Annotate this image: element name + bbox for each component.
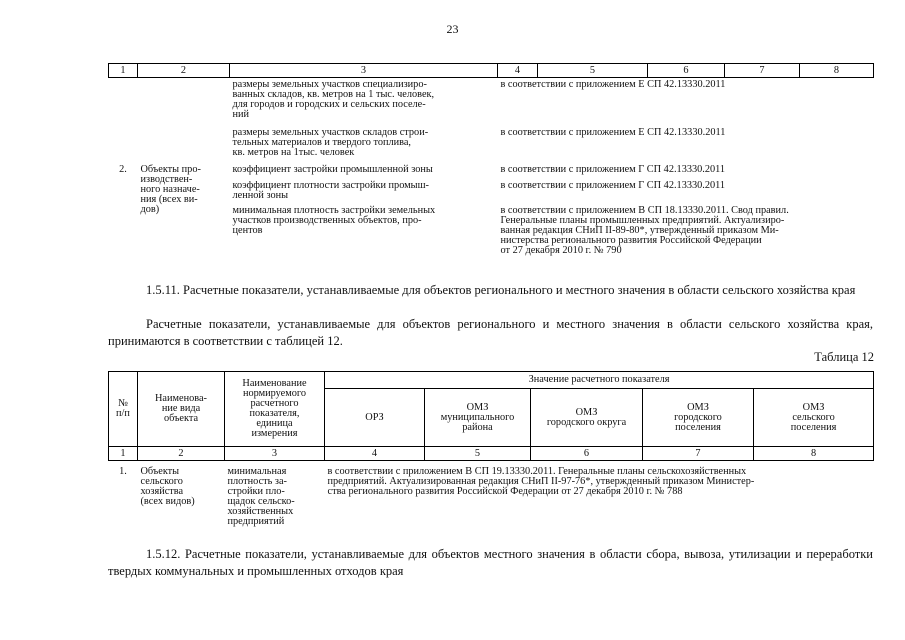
col-number: 2 — [138, 447, 225, 461]
section-1-5-12-heading: 1.5.12. Расчетные показатели, устанавливаемые для объектов местного значения в области сбора, вывоза, утилизации и переработки твердых коммунальных и промышленных отходов края — [108, 547, 873, 578]
header-omz-city-okrug: ОМЗ городского округа — [531, 389, 643, 447]
col-number: 4 — [498, 64, 538, 78]
table-row — [109, 128, 874, 164]
indicator-name: коэффициент застройки промышленной зоны — [232, 164, 433, 175]
col-number: 3 — [230, 64, 498, 78]
indicator-value: в соответствии с приложением В СП 18.13330.2011. Свод правил. Генеральные планы промышленных предприятий. Актуализиро- ванная редакция СНиП II-89-80*, утвержденный приказом Ми- нистерства регионального развития Российской Федерации от 27 декабря 2010 г. № 790 — [500, 205, 789, 256]
indicator-name: размеры земельных участков специализиро- ванных складов, кв. метров на 1 тыс. человек, для городов и городских и сельских поселе- ний — [232, 79, 435, 120]
col-number: 7 — [725, 64, 800, 78]
table-caption: Таблица 12 — [814, 350, 874, 364]
object-name — [138, 128, 230, 164]
row-number — [109, 78, 138, 129]
page-number: 23 — [446, 22, 459, 36]
col-number: 2 — [138, 64, 230, 78]
col-number: 1 — [109, 64, 138, 78]
col-number: 1 — [109, 447, 138, 461]
table-row — [109, 461, 874, 528]
row-number: 1. — [119, 466, 127, 477]
col-number: 3 — [225, 447, 325, 461]
table-row — [109, 78, 874, 129]
indicator-value: в соответствии с приложением Е СП 42.13330.2011 — [500, 79, 726, 90]
header-omz-city-settlement: ОМЗ городского поселения — [643, 389, 754, 447]
indicator-name: коэффициент плотности застройки промыш- ленной зоны — [232, 180, 429, 201]
indicator-value: в соответствии с приложением Г СП 42.13330.2011 — [500, 180, 726, 191]
indicator-name: размеры земельных участков складов строи- тельных материалов и твердого топлива, кв. метров на 1тыс. человек — [232, 127, 429, 158]
header-row — [109, 372, 874, 389]
header-value-group: Значение расчетного показателя — [325, 372, 874, 389]
row-number — [109, 128, 138, 164]
col-number: 5 — [425, 447, 531, 461]
section-1-5-11-text: Расчетные показатели, устанавливаемые для объектов регионального и местного значения в области сельского хозяйства края, принимаются в соответствии с таблицей 12. — [108, 317, 873, 348]
col-number: 7 — [643, 447, 754, 461]
column-number-row — [109, 447, 874, 461]
col-number: 5 — [538, 64, 648, 78]
col-number: 8 — [800, 64, 874, 78]
col-number: 8 — [754, 447, 874, 461]
header-indicator: Наименование нормируемого расчетного показателя, единица измерения — [225, 372, 325, 447]
indicator-value: в соответствии с приложением Е СП 42.13330.2011 — [500, 127, 726, 138]
indicator-name: минимальная плотность застройки земельных участков производственных объектов, про- центов — [232, 205, 436, 236]
col-number: 6 — [648, 64, 725, 78]
header-omz-rural-settlement: ОМЗ сельского поселения — [754, 389, 874, 447]
object-name — [138, 78, 230, 129]
header-omz-district: ОМЗ муниципального района — [425, 389, 531, 447]
row-number: 2. — [119, 164, 127, 175]
indicator-value: в соответствии с приложением Г СП 42.13330.2011 — [500, 164, 726, 175]
section-1-5-11-heading: 1.5.11. Расчетные показатели, устанавливаемые для объектов регионального и местного значения в области сельского хозяйства края — [146, 283, 856, 297]
object-name: Объекты сельского хозяйства (всех видов) — [140, 466, 195, 507]
header-orz: ОРЗ — [325, 389, 425, 447]
table-11-continuation — [108, 63, 874, 256]
indicator-value: в соответствии с приложением В СП 19.13330.2011. Генеральные планы сельскохозяйственных предприятий. Актуализированная редакция СНиП II-97-76*, утвержденный приказом Министер- ства регионального развития Российской Федерации от 27 декабря 2010 г. № 788 — [327, 466, 755, 497]
header-num: № п/п — [109, 372, 138, 447]
col-number: 6 — [531, 447, 643, 461]
table-row — [109, 164, 874, 181]
col-number: 4 — [325, 447, 425, 461]
indicator-name: минимальная плотность за- стройки пло- щадок сельско- хозяйственных предприятий — [227, 466, 295, 527]
column-number-row — [109, 64, 874, 78]
object-name: Объекты про- изводствен- ного назначе- ния (всех ви- дов) — [140, 164, 201, 215]
header-object: Наименова- ние вида объекта — [138, 372, 225, 447]
table-12 — [108, 371, 874, 527]
